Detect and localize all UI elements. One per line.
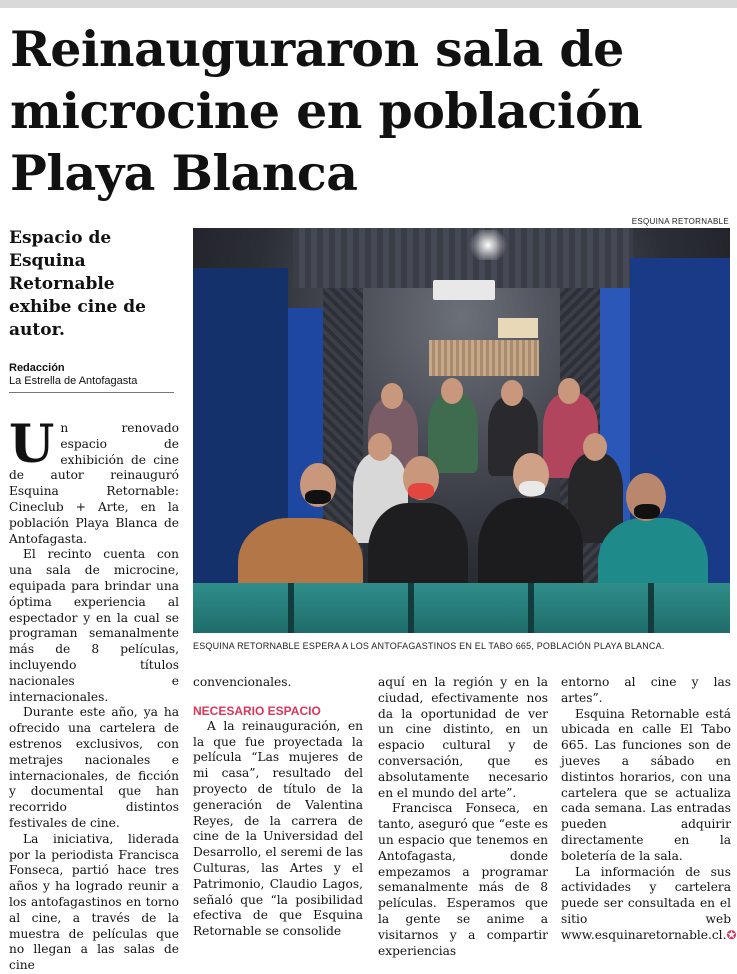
- article-body: [0, 414, 737, 973]
- audience-head: [381, 383, 403, 409]
- paragraph: Durante este año, ya ha ofrecido una cartelera de estrenos exclusivos, con metrajes nacionales e internacionales, de ficción y documental que han recorrido distintos festivales de cine.: [9, 705, 179, 830]
- drop-cap: U: [9, 414, 55, 475]
- ceiling-light: [468, 230, 508, 260]
- subheadline: Espacio de Esquina Retornable exhibe cine de autor.: [9, 228, 146, 340]
- paragraph: entorno al cine y las artes”.: [561, 675, 731, 705]
- byline: [9, 362, 174, 393]
- paragraph: Francisca Fonseca, en tanto, aseguró que “este es un espacio que tenemos en Antofagasta, donde empezamos a programar semanalmente más de 8 películas. Esperamos que la gente se anime a visitarnos y a compartir experiencias: [378, 801, 548, 958]
- audience-head: [501, 380, 523, 406]
- paragraph-text: La información de sus actividades y cartelera puede ser consultada en el sitio web www.esquinaretornable.cl.: [561, 864, 731, 942]
- air-conditioner: [433, 280, 495, 300]
- top-rule: [0, 0, 737, 8]
- paragraph: [9, 414, 179, 547]
- byline-author: Redacción: [9, 362, 65, 374]
- paragraph: convencionales.: [193, 675, 292, 689]
- photo-caption: ESQUINA RETORNABLE ESPERA A LOS ANTOFAGASTINOS EN EL TABO 665, POBLACIÓN PLAYA BLANCA.: [193, 641, 665, 651]
- paragraph-text: n renovado espacio de exhibición de cine de autor reinauguró Esquina Retornable: Cineclub + Arte, en la población Playa Blanca de Antofagasta.: [9, 421, 179, 546]
- column-3: [378, 675, 548, 959]
- audience-head: [441, 378, 463, 404]
- audience-head: [558, 378, 580, 404]
- projection-window: [498, 318, 538, 338]
- paragraph: A la reinauguración, en la que fue proyectada la película “Las mujeres de mi casa”, resultado del proyecto de título de la generación de Valentina Reyes, de la carrera de cine de la Universidad del Desarrollo, el seremi de las Culturas, las Artes y el Patrimonio, Claudio Lagos, señaló que “la posibilidad efectiva de que Esquina Retornable se consolide: [193, 718, 363, 939]
- column-4: [561, 675, 737, 944]
- paragraph: Esquina Retornable está ubicada en calle El Tabo 665. Las funciones son de jueves a sábado en distintos horarios, con una cartelera que se actualiza cada semana. Las entradas pueden adquirir directamente en la boletería de la sala.: [561, 706, 731, 863]
- paragraph: aquí en la región y en la ciudad, efectivamente nos da la oportunidad de ver un cine distinto, en un espacio cultural y de conversación, que es absolutamente necesario en el mundo del arte”.: [378, 675, 548, 800]
- photo-credit: ESQUINA RETORNABLE: [631, 217, 729, 226]
- paragraph: [561, 864, 737, 944]
- column-1: [9, 414, 179, 974]
- section-heading: NECESARIO ESPACIO: [193, 703, 321, 718]
- column-2: [193, 675, 363, 940]
- paragraph: La iniciativa, liderada por la periodista Francisca Fonseca, partió hace tres años y ha logrado reunir a los antofagastinos en torno al cine, a través de la muestra de películas que no llegan a las salas de cine: [9, 831, 179, 973]
- end-mark-icon: ✪: [726, 927, 737, 942]
- byline-outlet: La Estrella de Antofagasta: [9, 375, 138, 387]
- headline: Reinauguraron sala de microcine en población Playa Blanca: [10, 20, 643, 202]
- back-wall-panel: [429, 340, 539, 376]
- acoustic-ceiling: [293, 228, 633, 288]
- paragraph: El recinto cuenta con una sala de microcine, equipada para brindar una óptima experiencia al espectador y en la cual se programan semanalmente más de 8 películas, incluyendo títulos nacionales e internacionales.: [9, 547, 179, 704]
